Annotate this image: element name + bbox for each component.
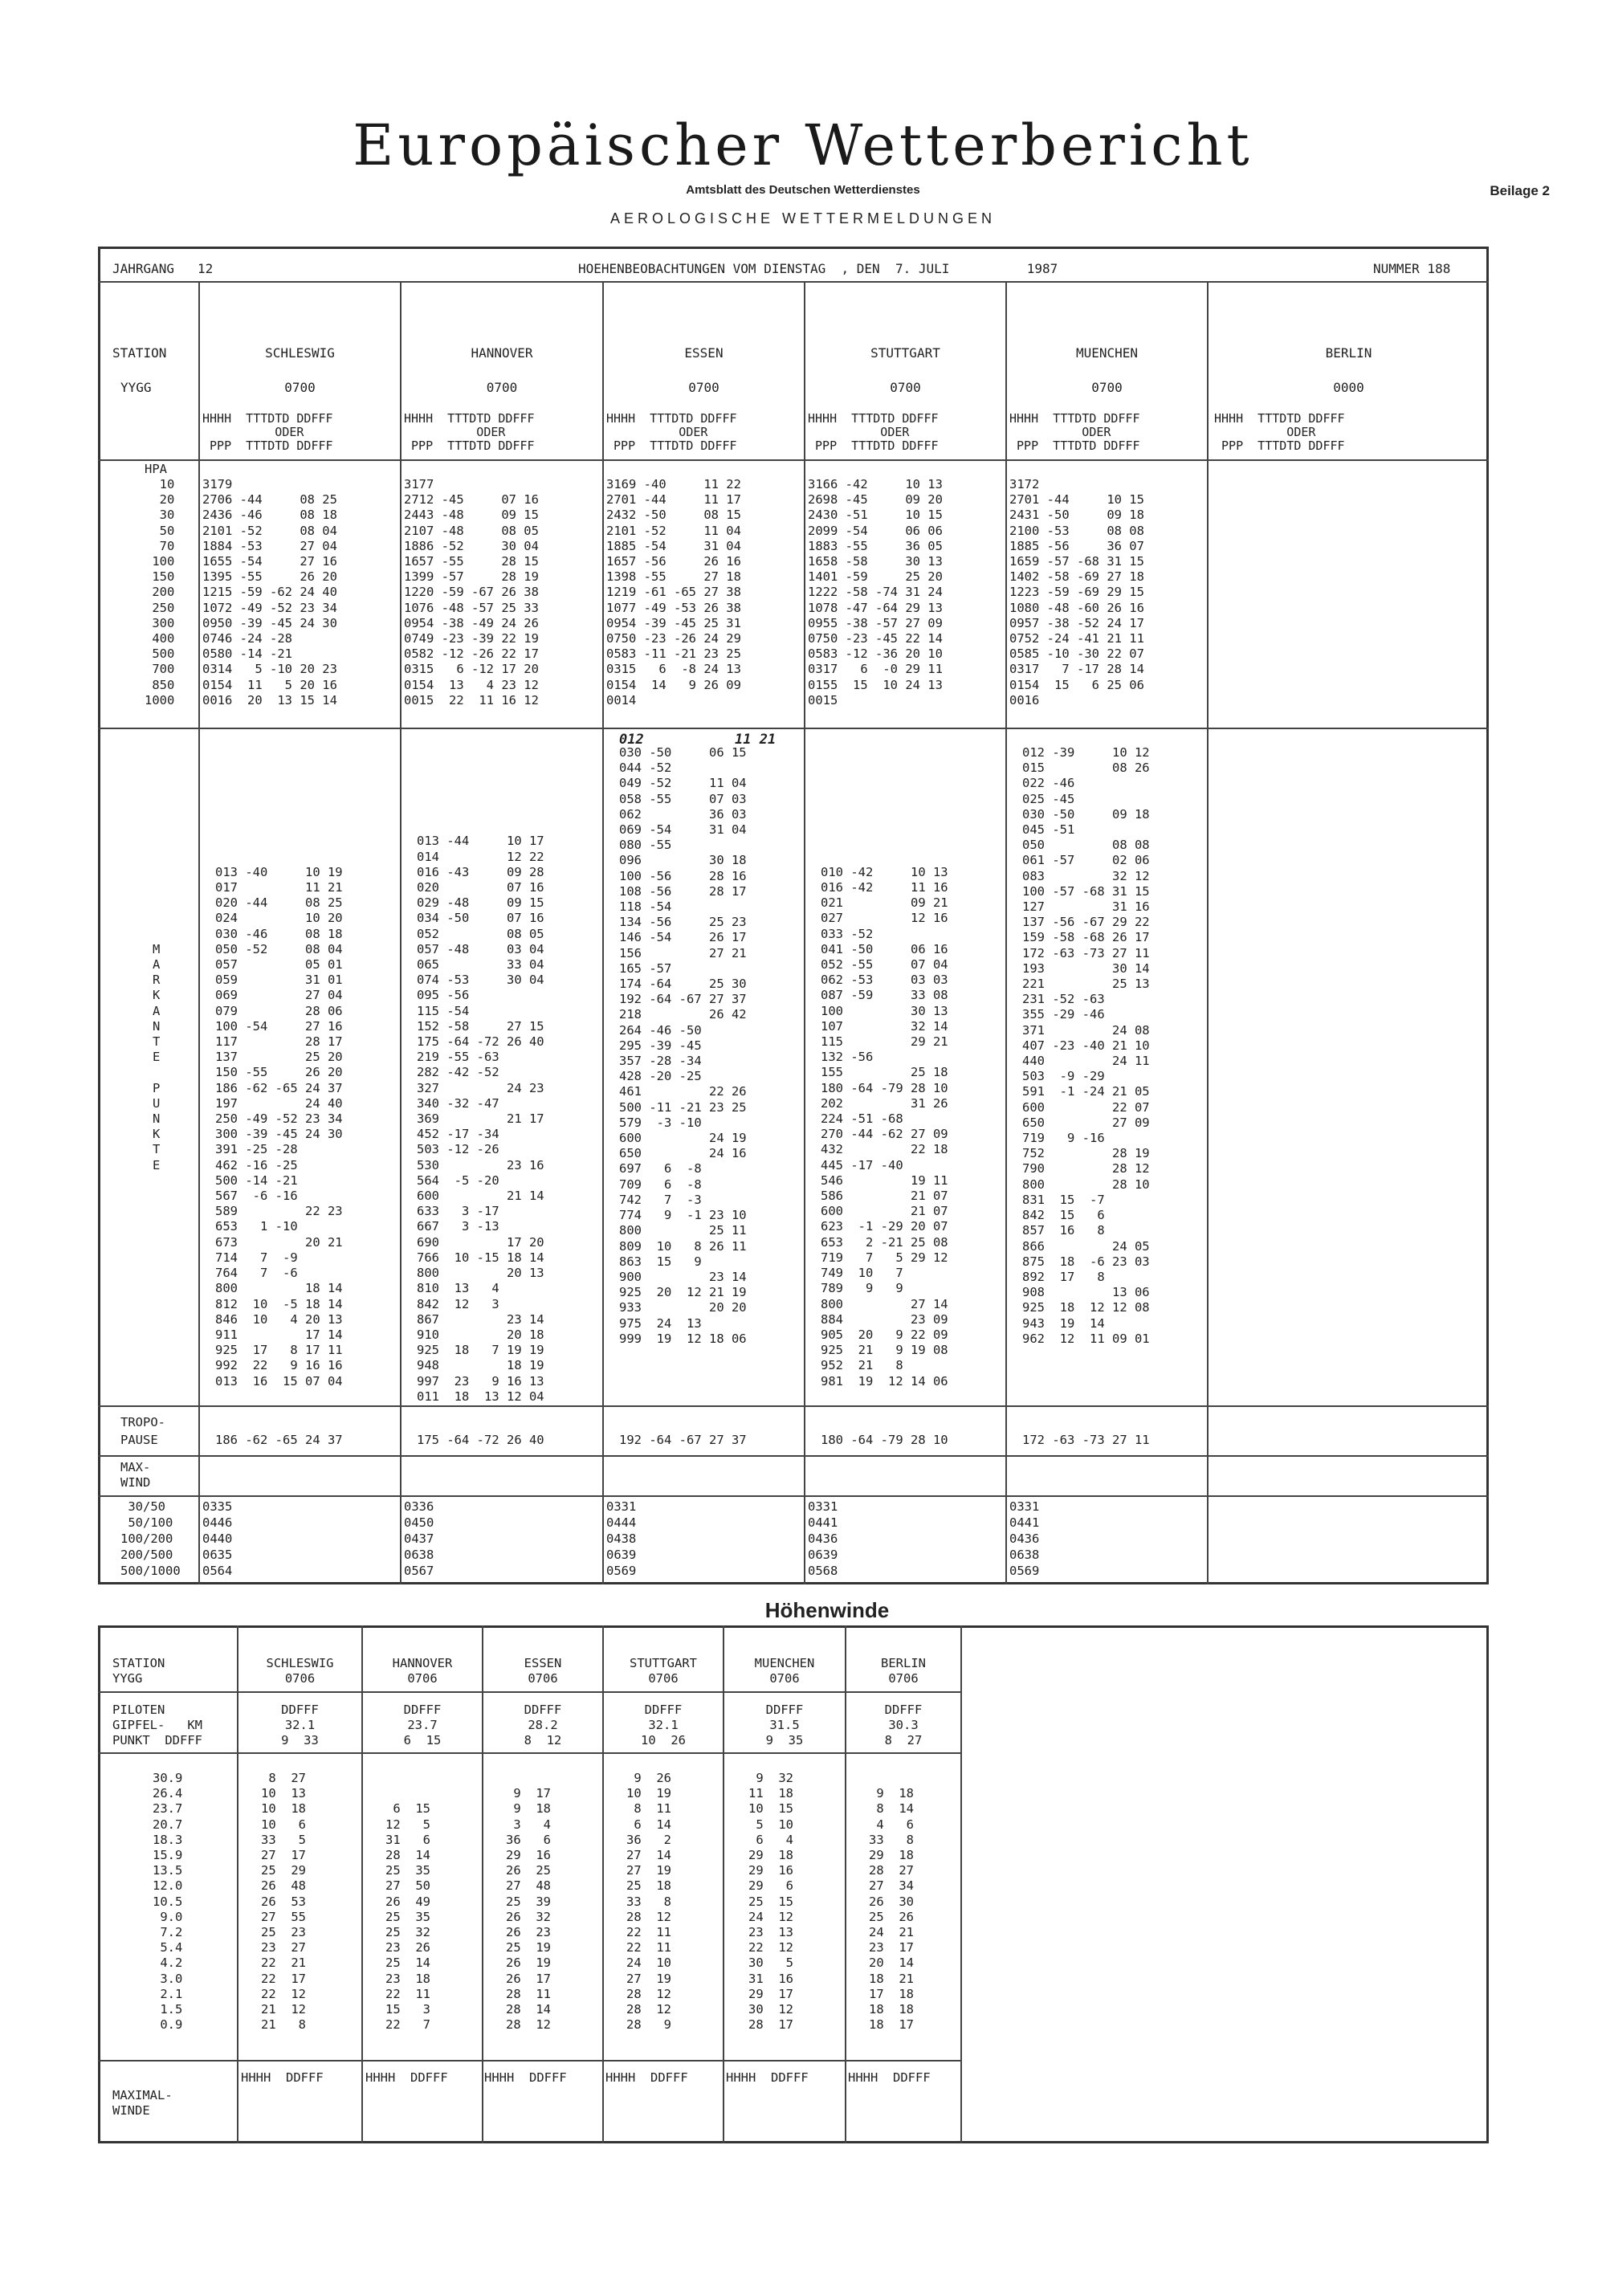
hw-station-essen: ESSEN 0706 [524, 1656, 562, 1686]
col-head-schleswig: HHHH TTTDTD DDFFF ODER PPP TTTDTD DDFFF [202, 411, 333, 453]
station-name-essen: ESSEN [684, 345, 724, 361]
col-head-hannover: HHHH TTTDTD DDFFF ODER PPP TTTDTD DDFFF [404, 411, 535, 453]
tropopause-label: TROPO- PAUSE [120, 1415, 165, 1447]
hw-heights: 30.9 26.4 23.7 20.7 18.3 15.9 13.5 12.0 10.5 9.0 7.2 5.4 4.2 3.0 2.1 1.5 0.9 [153, 1771, 183, 2033]
shear-stuttgart: 0331 0441 0436 0639 0568 [808, 1499, 838, 1578]
hw-piloten-label: PILOTEN GIPFEL- KM PUNKT DDFFF [112, 1703, 202, 1748]
section-title: AEROLOGISCHE WETTERMELDUNGEN [609, 210, 997, 226]
sig-points-schleswig: 013 -40 10 19 017 11 21 020 -44 08 25 024 10 20 030 -46 08 18 050 -52 08 04 057 05 01 059 31 01 069 27 04 079 28 06 100 -54 27 16 117 28 17 137 25 20 150 -55 26 20 186 -62 -65 24 37 197 24 40 250 -49 -52 23 34 300 -39 -45 24 30 391 -25 -28 462 -16 -25 500 -14 -21 567 -6 -16 589 22 23 653 1 -10 673 20 21 714 7 -9 764 7 -6 800 18 14 812 10 -5 18 14 846 10 4 20 13 911 17 14 925 17 8 17 11 992 22 9 16 16 013 16 15 07 04 [215, 864, 343, 1389]
hw-max-head-muenchen: HHHH DDFFF [726, 2070, 809, 2085]
station-label: STATION [112, 345, 167, 361]
hw-pilot-schleswig: DDFFF 32.1 9 33 [281, 1703, 319, 1748]
hw-station-hannover: HANNOVER 0706 [392, 1656, 453, 1686]
std-levels-schleswig: 3179 2706 -44 08 25 2436 -46 08 18 2101 -52 08 04 1884 -53 27 04 1655 -54 27 16 1395 -55 26 20 1215 -59 -62 24 40 1072 -49 -52 23 34 0950 -39 -45 24 30 0746 -24 -28 0580 -14 -21 0314 5 -10 20 23 0154 11 5 20 16 0016 20 13 15 14 [202, 477, 337, 708]
hw-winds-hannover: 6 15 12 5 31 6 28 14 25 35 27 50 26 49 25 35 25 32 23 26 25 14 23 18 22 11 15 3 22 7 [385, 1801, 430, 2033]
station-yygg-muenchen: 0700 [1091, 380, 1123, 395]
station-yygg-essen: 0700 [688, 380, 719, 395]
hpa-label: HPA [145, 462, 167, 476]
hw-station-label: STATION YYGG [112, 1656, 165, 1686]
sig-points-muenchen: 012 -39 10 12 015 08 26 022 -46 025 -45 030 -50 09 18 045 -51 050 08 08 061 -57 02 06 083 32 12 100 -57 -68 31 15 127 31 16 137 -56 -67 29 22 159 -58 -68 26 17 172 -63 -73 27 11 193 30 14 221 25 13 231 -52 -63 355 -29 -46 371 24 08 407 -23 -40 21 10 440 24 11 503 -9 -29 591 -1 -24 21 05 600 22 07 650 27 09 719 9 -16 752 28 19 790 28 12 800 28 10 831 15 -7 842 15 6 857 16 8 866 24 05 875 18 -6 23 03 892 17 8 908 13 06 925 18 12 12 08 943 19 14 962 12 11 09 01 [1022, 745, 1150, 1346]
hw-pilot-muenchen: DDFFF 31.5 9 35 [765, 1703, 804, 1748]
station-yygg-berlin: 0000 [1333, 380, 1364, 395]
shear-layers: 30/50 50/100 100/200 200/500 500/1000 [120, 1499, 181, 1578]
hw-max-head-essen: HHHH DDFFF [484, 2070, 567, 2085]
supplement-label: Beilage 2 [1490, 183, 1550, 198]
std-levels-essen: 3169 -40 11 22 2701 -44 11 17 2432 -50 08 15 2101 -52 11 04 1885 -54 31 04 1657 -56 26 16 1398 -55 27 18 1219 -61 -65 27 38 1077 -49 -53 26 38 0954 -39 -45 25 31 0750 -23 -26 24 29 0583 -11 -21 23 25 0315 6 -8 24 13 0154 14 9 26 09 0014 [606, 477, 741, 708]
col-head-berlin: HHHH TTTDTD DDFFF ODER PPP TTTDTD DDFFF [1214, 411, 1345, 453]
yygg-label: YYGG [120, 380, 152, 395]
hw-winds-stuttgart: 9 26 10 19 8 11 6 14 36 2 27 14 27 19 25 18 33 8 28 12 22 11 22 11 24 10 27 19 28 12 28 12 28 9 [626, 1771, 671, 2033]
essen-handwritten-note-2: 11 21 [735, 732, 777, 748]
station-name-schleswig: SCHLESWIG [265, 345, 335, 361]
tropopause-essen: 192 -64 -67 27 37 [619, 1433, 747, 1447]
hw-winds-muenchen: 9 32 11 18 10 15 5 10 6 4 29 18 29 16 29 6 25 15 24 12 23 13 22 12 30 5 31 16 29 17 30 12 28 17 [748, 1771, 793, 2033]
observation-date: HOEHENBEOBACHTUNGEN VOM DIENSTAG , DEN 7. JULI 1987 [578, 261, 1058, 276]
tropopause-stuttgart: 180 -64 -79 28 10 [821, 1433, 948, 1447]
sig-points-hannover: 013 -44 10 17 014 12 22 016 -43 09 28 020 07 16 029 -48 09 15 034 -50 07 16 052 08 05 057 -48 03 04 065 33 04 074 -53 30 04 095 -56 115 -54 152 -58 27 15 175 -64 -72 26 40 219 -55 -63 282 -42 -52 327 24 23 340 -32 -47 369 21 17 452 -17 -34 503 -12 -26 530 23 16 564 -5 -20 600 21 14 633 3 -17 667 3 -13 690 17 20 766 10 -15 18 14 800 20 13 810 13 4 842 12 3 867 23 14 910 20 18 925 18 7 19 19 948 18 19 997 23 9 16 13 011 18 13 12 04 [417, 834, 544, 1404]
maxwind-label: MAX- WIND [120, 1460, 151, 1491]
hw-pilot-berlin: DDFFF 30.3 8 27 [884, 1703, 923, 1748]
shear-schleswig: 0335 0446 0440 0635 0564 [202, 1499, 233, 1578]
std-levels-stuttgart: 3166 -42 10 13 2698 -45 09 20 2430 -51 10 15 2099 -54 06 06 1883 -55 36 05 1658 -58 30 13 1401 -59 25 20 1222 -58 -74 31 24 1078 -47 -64 29 13 0955 -38 -57 27 09 0750 -23 -45 22 14 0583 -12 -36 20 10 0317 6 -0 29 11 0155 15 10 24 13 0015 [808, 477, 943, 708]
tropopause-muenchen: 172 -63 -73 27 11 [1022, 1433, 1150, 1447]
hw-station-stuttgart: STUTTGART 0706 [630, 1656, 697, 1686]
hw-station-schleswig: SCHLESWIG 0706 [266, 1656, 334, 1686]
sig-points-stuttgart: 010 -42 10 13 016 -42 11 16 021 09 21 027 12 16 033 -52 041 -50 06 16 052 -55 07 04 062 -53 03 03 087 -59 33 08 100 30 13 107 32 14 115 29 21 132 -56 155 25 18 180 -64 -79 28 10 202 31 26 224 -51 -68 270 -44 -62 27 09 432 22 18 445 -17 -40 546 19 11 586 21 07 600 21 07 623 -1 -29 20 07 653 2 -21 25 08 719 7 5 29 12 749 10 7 789 9 9 800 27 14 884 23 09 905 20 9 22 09 925 21 9 19 08 952 21 8 981 19 12 14 06 [821, 864, 948, 1389]
hw-station-berlin: BERLIN 0706 [881, 1656, 926, 1686]
issue-number: NUMMER 188 [1373, 261, 1451, 276]
hw-max-head-schleswig: HHHH DDFFF [241, 2070, 324, 2085]
hw-max-head-hannover: HHHH DDFFF [365, 2070, 448, 2085]
col-head-stuttgart: HHHH TTTDTD DDFFF ODER PPP TTTDTD DDFFF [808, 411, 939, 453]
std-levels-hannover: 3177 2712 -45 07 16 2443 -48 09 15 2107 -48 08 05 1886 -52 30 04 1657 -55 28 15 1399 -57 28 19 1220 -59 -67 26 38 1076 -48 -57 25 33 0954 -38 -49 24 26 0749 -23 -39 22 19 0582 -12 -26 22 17 0315 6 -12 17 20 0154 13 4 23 12 0015 22 11 16 12 [404, 477, 539, 708]
station-name-muenchen: MUENCHEN [1075, 345, 1139, 361]
hw-pilot-stuttgart: DDFFF 32.1 10 26 [641, 1703, 686, 1748]
station-yygg-schleswig: 0700 [284, 380, 316, 395]
station-yygg-hannover: 0700 [486, 380, 518, 395]
shear-essen: 0331 0444 0438 0639 0569 [606, 1499, 637, 1578]
page-title: Europäischer Wetterbericht [353, 112, 1253, 178]
sig-points-essen: 030 -50 06 15 044 -52 049 -52 11 04 058 -55 07 03 062 36 03 069 -54 31 04 080 -55 096 30 18 100 -56 28 16 108 -56 28 17 118 -54 134 -56 25 23 146 -54 26 17 156 27 21 165 -57 174 -64 25 30 192 -64 -67 27 37 218 26 42 264 -46 -50 295 -39 -45 357 -28 -34 428 -20 -25 461 22 26 500 -11 -21 23 25 579 -3 -10 600 24 19 650 24 16 697 6 -8 709 6 -8 742 7 -3 774 9 -1 23 10 800 25 11 809 10 8 26 11 863 15 9 900 23 14 925 20 12 21 19 933 20 20 975 24 13 999 19 12 18 06 [619, 745, 747, 1346]
hw-pilot-hannover: DDFFF 23.7 6 15 [403, 1703, 442, 1748]
hw-pilot-essen: DDFFF 28.2 8 12 [524, 1703, 562, 1748]
jahrgang: JAHRGANG 12 [112, 261, 214, 276]
pressure-levels: 10 20 30 50 70 100 150 200 250 300 400 500 700 850 1000 [145, 477, 175, 708]
station-name-hannover: HANNOVER [471, 345, 533, 361]
hw-winds-essen: 9 17 9 18 3 4 36 6 29 16 26 25 27 48 25 39 26 32 26 23 25 19 26 19 26 17 28 11 28 14 28 12 [506, 1786, 551, 2033]
station-name-stuttgart: STUTTGART [870, 345, 940, 361]
hw-max-head-stuttgart: HHHH DDFFF [605, 2070, 688, 2085]
col-head-muenchen: HHHH TTTDTD DDFFF ODER PPP TTTDTD DDFFF [1009, 411, 1140, 453]
hw-max-label: MAXIMAL- WINDE [112, 2088, 173, 2119]
tropopause-schleswig: 186 -62 -65 24 37 [215, 1433, 343, 1447]
publisher-subtitle: Amtsblatt des Deutschen Wetterdienstes [686, 183, 920, 197]
std-levels-muenchen: 3172 2701 -44 10 15 2431 -50 09 18 2100 -53 08 08 1885 -56 36 07 1659 -57 -68 31 15 1402 -58 -69 27 18 1223 -59 -69 29 15 1080 -48 -60 26 16 0957 -38 -52 24 17 0752 -24 -41 21 11 0585 -10 -30 22 07 0317 7 -17 28 14 0154 15 6 25 06 0016 [1009, 477, 1144, 708]
station-yygg-stuttgart: 0700 [890, 380, 921, 395]
hw-max-head-berlin: HHHH DDFFF [848, 2070, 931, 2085]
shear-muenchen: 0331 0441 0436 0638 0569 [1009, 1499, 1040, 1578]
hw-winds-schleswig: 8 27 10 13 10 18 10 6 33 5 27 17 25 29 26 48 26 53 27 55 25 23 23 27 22 21 22 17 22 12 21 12 21 8 [261, 1771, 306, 2033]
shear-hannover: 0336 0450 0437 0638 0567 [404, 1499, 434, 1578]
significant-points-label: M A R K A N T E P U N K T E [153, 941, 161, 1172]
hw-winds-berlin: 9 18 8 14 4 6 33 8 29 18 28 27 27 34 26 30 25 26 24 21 23 17 20 14 18 21 17 18 18 18 18 17 [869, 1786, 914, 2033]
station-name-berlin: BERLIN [1325, 345, 1372, 361]
col-head-essen: HHHH TTTDTD DDFFF ODER PPP TTTDTD DDFFF [606, 411, 737, 453]
hoehenwinde-title: Höhenwinde [764, 1598, 890, 1622]
essen-handwritten-note-1: 012 [619, 732, 644, 748]
hw-station-muenchen: MUENCHEN 0706 [754, 1656, 815, 1686]
tropopause-hannover: 175 -64 -72 26 40 [417, 1433, 544, 1447]
